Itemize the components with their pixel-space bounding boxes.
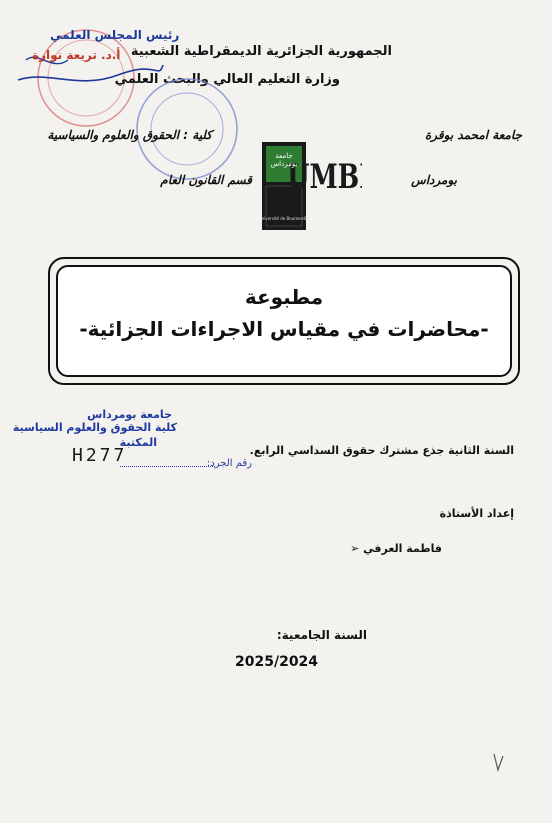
inventory-label: رقم الجرد:	[206, 458, 252, 469]
republic-heading: الجمهورية الجزائرية الديمقراطية الشعبية	[130, 44, 392, 59]
title-frame	[48, 257, 520, 385]
academic-year-label: السنة الجامعية:	[276, 628, 367, 642]
faculty-name: كلية : الحقوق والعلوم والسياسية	[47, 128, 212, 142]
ministry-heading: وزارة التعليم العالي والبحث العلمي	[114, 72, 340, 87]
svg-text:Université de Boumerdès: Université de Boumerdès	[262, 216, 310, 221]
signature-title: رئيس المجلس العلمي	[50, 28, 180, 42]
arrow-bullet-icon: ➢	[350, 542, 360, 555]
course-title: -محاضرات في مقياس الاجراءات الجزائية-	[79, 317, 489, 341]
document-type: مطبوعة	[244, 285, 324, 309]
prepared-by-label: إعداد الأستاذة	[439, 507, 514, 520]
svg-text:UMBB: UMB	[287, 157, 360, 198]
department-name: قسم القانون العام	[160, 173, 252, 187]
signature-name: أ.د. تريعة نوارة	[32, 48, 121, 62]
author-line	[346, 542, 442, 555]
title-box	[56, 265, 512, 377]
author-name: فاطمة العرفي	[363, 542, 442, 555]
university-logo	[262, 142, 362, 230]
university-name: جامعة امحمد بوقرة	[424, 128, 522, 142]
study-year-line: السنة الثانية جذع مشترك حقوق السداسي الرابع.	[249, 444, 514, 457]
academic-year: 2025/2024	[235, 654, 319, 670]
library-stamp-line2: كلية الحقوق والعلوم السياسية	[12, 421, 177, 434]
inventory-dots	[120, 466, 215, 467]
library-stamp-line1: جامعة بومرداس	[87, 408, 172, 421]
pen-mark	[492, 752, 506, 772]
inventory-number: H277	[72, 445, 128, 466]
logo-top-text: جامعة بومرداس	[270, 152, 298, 168]
library-stamp-line3: المكتبة	[119, 436, 157, 449]
city-name: بومرداس	[411, 173, 457, 187]
